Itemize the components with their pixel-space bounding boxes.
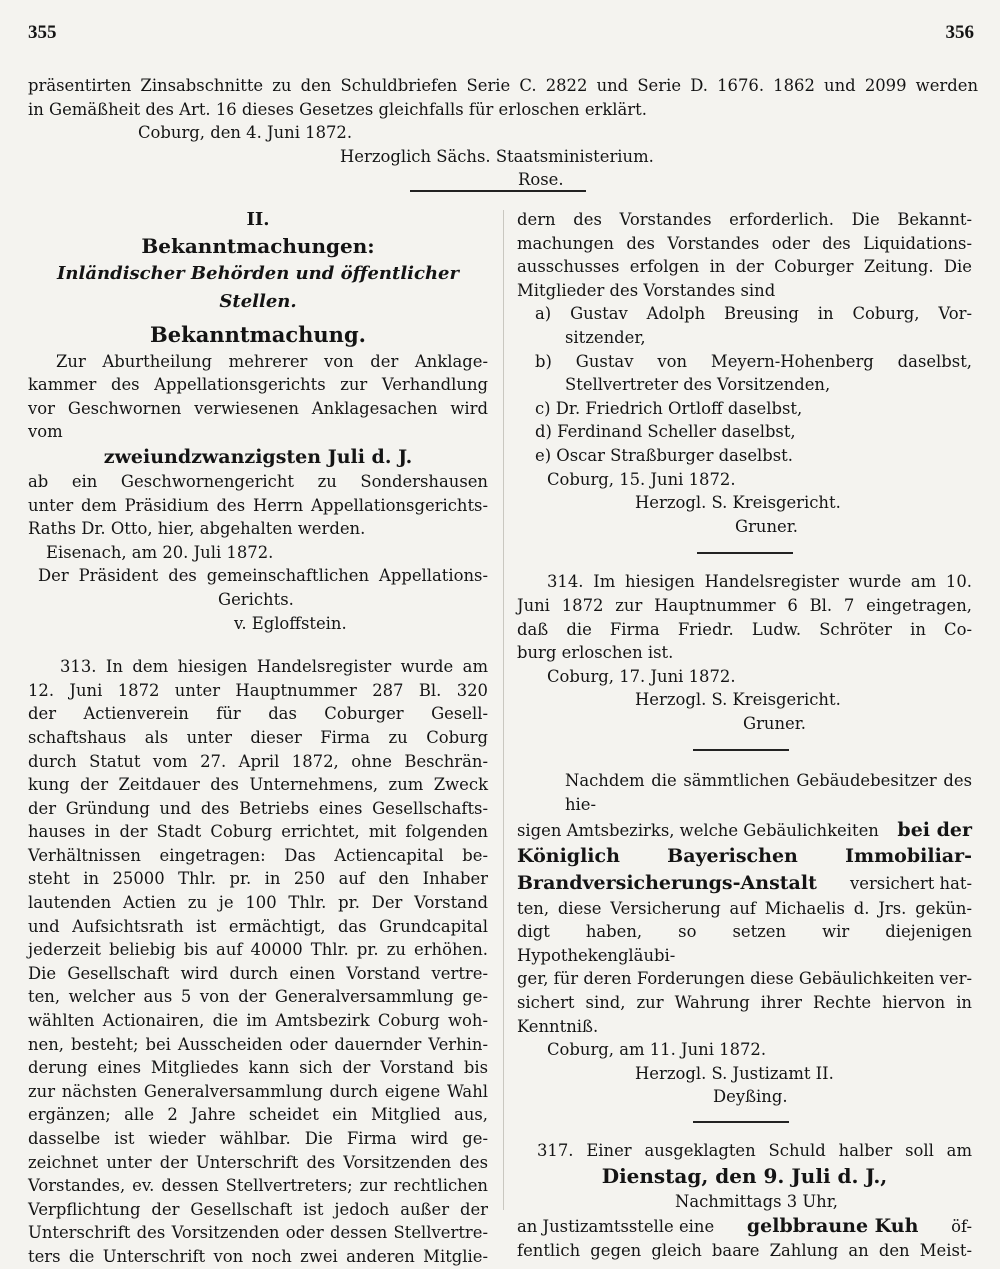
entry-313-line: und Aufsichtsrath ist ermächtigt, das Grundcapital xyxy=(28,916,488,936)
authority: Herzogl. S. Justizamt II. xyxy=(635,1063,834,1083)
text-line: ab ein Geschwornengericht zu Sondershausen xyxy=(28,471,488,491)
entry-313-line: lautenden Actien zu je 100 Thlr. pr. Der Vorstand xyxy=(28,893,488,913)
right-column xyxy=(517,208,972,1263)
signature: Gruner. xyxy=(735,516,798,536)
authority: Herzogl. S. Kreisgericht. xyxy=(635,690,841,710)
notice-316-line: ger, für deren Forderungen diese Gebäulichkeiten ver- xyxy=(517,969,972,989)
place-date: Coburg, den 4. Juni 1872. xyxy=(138,123,353,142)
entry-313-line: Verhältnissen eingetragen: Das Actiencapital be- xyxy=(28,845,488,865)
entry-313-line: 313. In dem hiesigen Handelsregister wurde am xyxy=(60,657,488,677)
entry-313-line: nen, besteht; bei Ausscheiden oder dauernder Verhin- xyxy=(28,1034,488,1054)
member-line: e) Oscar Straßburger daselbst. xyxy=(535,445,793,465)
section-title: Bekanntmachungen: xyxy=(141,233,375,258)
entry-314-line: 314. Im hiesigen Handelsregister wurde am 10. xyxy=(547,572,972,592)
authority: Herzoglich Sächs. Staatsministerium. xyxy=(340,146,654,166)
text-line: vor Geschwornen verwiesenen Anklagesachen wird vom xyxy=(28,398,488,442)
left-column xyxy=(28,208,488,1269)
place-date: Eisenach, am 20. Juli 1872. xyxy=(46,542,274,562)
text-line: unter dem Präsidium des Herrn Appellationsgerichts- xyxy=(28,495,488,515)
notice-title: Bekanntmachung. xyxy=(150,321,366,347)
place-date: Coburg, 17. Juni 1872. xyxy=(547,666,736,686)
notice-316-line: ten, diese Versicherung auf Michaelis d. Jrs. gekün- xyxy=(517,898,972,918)
member-line: c) Dr. Friedrich Ortloff daselbst, xyxy=(535,398,803,418)
notice-316-line xyxy=(517,870,972,897)
entry-313-line: durch Statut vom 27. April 1872, ohne Beschrän- xyxy=(28,751,488,771)
bold-text-span: Brandversicherungs-Anstalt xyxy=(517,871,817,894)
notice-316-line: digt haben, so setzen wir diejenigen Hypothekengläubi- xyxy=(517,922,972,965)
entry-313-line: Unterschrift des Vorsitzenden oder dessen Stellvertre- xyxy=(28,1223,488,1243)
entry-317-line: fentlich gegen gleich baare Zahlung an den Meist- xyxy=(517,1241,972,1261)
section-number: II. xyxy=(246,209,270,230)
entry-314-line: daß die Firma Friedr. Ludw. Schröter in Co- xyxy=(517,619,972,639)
text-span: öf- xyxy=(951,1217,972,1237)
text-line: präsentirten Zinsabschnitte zu den Schuldbriefen Serie C. 2822 und Serie D. 1676. 1862 und 2099 werden xyxy=(28,76,978,95)
entry-313-line: zur nächsten Generalversammlung durch eigene Wahl xyxy=(28,1081,488,1101)
entry-314-line: Juni 1872 zur Hauptnummer 6 Bl. 7 eingetragen, xyxy=(517,595,972,615)
entry-313-line: ters die Unterschrift von noch zwei anderen Mitglie- xyxy=(28,1246,488,1266)
notice-316-bold-line: Königlich Bayerischen Immobiliar- xyxy=(517,844,972,867)
text-line: Zur Aburtheilung mehrerer von der Anklage- xyxy=(56,351,488,371)
entry-317-date: Dienstag, den 9. Juli d. J., xyxy=(601,1163,888,1188)
notice-date-emphasis: zweiundzwanzigsten Juli d. J. xyxy=(103,445,413,468)
place-date: Coburg, 15. Juni 1872. xyxy=(547,469,736,489)
page-number-right: 356 xyxy=(945,22,974,43)
entry-313-line: steht in 25000 Thlr. pr. in 250 auf den Inhaber xyxy=(28,869,488,889)
member-line: b) Gustav von Meyern-Hohenberg daselbst, xyxy=(535,351,972,371)
entry-313-line: wählten Actionairen, die im Amtsbezirk Coburg woh- xyxy=(28,1011,488,1031)
divider-rule xyxy=(410,190,586,192)
entry-317-time: Nachmittags 3 Uhr, xyxy=(675,1191,838,1211)
entry-313-line: derung eines Mitgliedes kann sich der Vorstand bis xyxy=(28,1058,488,1078)
entry-313-line: ten, welcher aus 5 von der Generalversammlung ge- xyxy=(28,987,488,1007)
divider-rule xyxy=(693,749,789,751)
text-line: Gerichts. xyxy=(218,589,294,609)
notice-316-line: Nachdem die sämmtlichen Gebäudebesitzer des hie- xyxy=(565,771,972,815)
text-line: machungen des Vorstandes oder des Liquidations- xyxy=(517,233,972,253)
entry-313-line: dasselbe ist wieder wählbar. Die Firma wird ge- xyxy=(28,1129,488,1148)
entry-317-line: 317. Einer ausgeklagten Schuld halber soll am xyxy=(537,1141,972,1160)
text-line: Raths Dr. Otto, hier, abgehalten werden. xyxy=(28,519,366,539)
entry-313-line: 12. Juni 1872 unter Hauptnummer 287 Bl. 320 xyxy=(28,680,488,700)
signature: Rose. xyxy=(518,170,564,189)
entry-313-line: Die Gesellschaft wird durch einen Vorstand vertre- xyxy=(28,963,488,983)
text-line: Mitglieder des Vorstandes sind xyxy=(517,280,776,300)
signature: v. Egloffstein. xyxy=(234,613,347,633)
text-line: Der Präsident des gemeinschaftlichen Appellations- xyxy=(38,566,488,586)
notice-316-line: Kenntniß. xyxy=(517,1016,599,1036)
text-span: sigen Amtsbezirks, welche Gebäulichkeiten xyxy=(517,820,879,840)
member-line: a) Gustav Adolph Breusing in Coburg, Vor- xyxy=(535,304,972,324)
entry-313-line: schaftshaus als unter dieser Firma zu Coburg xyxy=(28,727,488,747)
bold-text-span: gelbbraune Kuh xyxy=(746,1215,919,1238)
authority: Herzogl. S. Kreisgericht. xyxy=(635,493,841,513)
divider-rule xyxy=(697,552,793,554)
text-span: an Justizamtsstelle eine xyxy=(517,1217,715,1237)
top-continuation-block xyxy=(28,74,978,192)
entry-313-line: Verpflichtung der Gesellschaft ist jedoch außer der xyxy=(28,1199,488,1219)
text-line: ausschusses erfolgen in der Coburger Zeitung. Die xyxy=(517,257,972,277)
entry-313-line: ergänzen; alle 2 Jahre scheidet ein Mitglied aus, xyxy=(28,1105,488,1125)
bold-text-span: bei der xyxy=(897,818,972,841)
entry-313-line: hauses in der Stadt Coburg errichtet, mit folgenden xyxy=(28,822,488,842)
entry-313-line: der Gründung und des Betriebs eines Gesellschafts- xyxy=(28,798,488,818)
text-line: kammer des Appellationsgerichts zur Verhandlung xyxy=(28,375,488,395)
entry-317-line xyxy=(517,1213,972,1239)
text-span: versichert hat- xyxy=(850,873,972,893)
member-line: Stellvertreter des Vorsitzenden, xyxy=(565,375,831,395)
place-date: Coburg, am 11. Juni 1872. xyxy=(547,1040,767,1060)
entry-314-line: burg erloschen ist. xyxy=(517,643,674,663)
signature: Gruner. xyxy=(743,713,806,733)
signature: Deyßing. xyxy=(713,1087,788,1107)
entry-313-line: der Actienverein für das Coburger Gesell- xyxy=(28,704,488,724)
section-subtitle: Inländischer Behörden und öffentlicher Stellen. xyxy=(57,262,459,312)
entry-313-line: jederzeit beliebig bis auf 40000 Thlr. pr. zu erhöhen. xyxy=(28,940,488,960)
divider-rule xyxy=(693,1121,789,1123)
entry-313-line: zeichnet unter der Unterschrift des Vorsitzenden des xyxy=(28,1152,488,1172)
text-line: dern des Vorstandes erforderlich. Die Bekannt- xyxy=(517,210,972,229)
entry-313-line: kung der Zeitdauer des Unternehmens, zum Zweck xyxy=(28,775,488,795)
notice-316-line: sichert sind, zur Wahrung ihrer Rechte hiervon in xyxy=(517,993,972,1013)
member-line: d) Ferdinand Scheller daselbst, xyxy=(535,422,796,442)
text-line: in Gemäßheit des Art. 16 dieses Gesetzes gleichfalls für erloschen erklärt. xyxy=(28,99,647,119)
page-number-left: 355 xyxy=(28,22,57,43)
entry-313-line: Vorstandes, ev. dessen Stellvertreters; zur rechtlichen xyxy=(28,1176,488,1196)
notice-316-line xyxy=(517,817,972,843)
member-line: sitzender, xyxy=(565,327,646,347)
column-divider xyxy=(503,210,504,1210)
